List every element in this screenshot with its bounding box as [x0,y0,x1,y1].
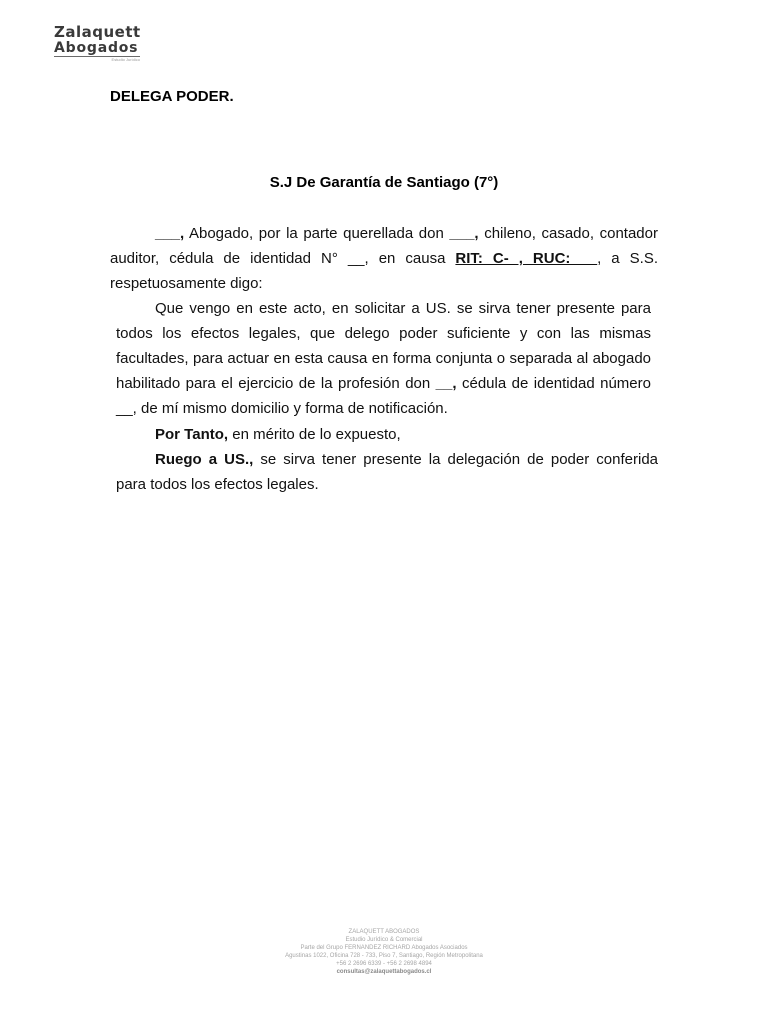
intro-text-3: , a S.S. respetuosamente digo: [110,250,658,292]
logo-tagline: Estudio Jurídico [111,57,140,62]
ruego-label: Ruego a US., [155,451,254,468]
blank-lawyer-name: ___, [155,225,185,242]
footer-firm-type: Estudio Jurídico & Comercial [345,937,423,943]
paragraph-por-tanto [155,422,655,447]
intro-text-2: chileno, casado, contador auditor, cédula de identidad N° __, en causa [110,225,658,267]
por-tanto-text: en mérito de lo expuesto, [228,426,401,443]
page-footer [0,928,768,976]
request-text-2: cédula de identidad número __, de mí mismo domicilio y forma de notificación. [116,375,651,417]
footer-firm-name: ZALAQUETT ABOGADOS [348,929,420,935]
paragraph-request [116,296,651,421]
letterhead-logo [54,24,144,62]
court-name: S.J De Garantía de Santiago (7°) [269,174,499,191]
por-tanto-label: Por Tanto, [155,426,229,443]
paragraph-ruego [116,447,658,497]
blank-delegate-name: __, [435,375,457,392]
logo-name-line2: Abogados [54,40,139,56]
footer-address: Agustinas 1022, Oficina 728 - 733, Piso 7, Santiago, Región Metropolitana [285,953,483,959]
intro-text-1: Abogado, por la parte querellada don [184,225,450,242]
case-rit-ruc: RIT: C- , RUC: __ [455,250,598,267]
document-heading: DELEGA PODER. [110,88,234,105]
blank-client-name: ___, [449,225,479,242]
request-text-1: Que vengo en este acto, en solicitar a US. se sirva tener presente para todos los efectos legales, que delego poder suficiente y con las mismas facultades, para actuar en esta causa en forma conjunta o separada al abogado habilitado para el ejercicio de la profesión don [116,300,651,392]
footer-group: Parte del Grupo FERNANDEZ RICHARD Abogados Asociados [300,945,468,951]
paragraph-intro [110,221,658,296]
footer-email: consultas@zalaquettabogados.cl [336,969,432,975]
logo-name-line1: Zalaquett [54,23,141,41]
footer-phone: +56 2 2696 6339 - +56 2 2698 4894 [336,961,432,967]
ruego-text: se sirva tener presente la delegación de poder conferida para todos los efectos legales. [116,451,659,493]
